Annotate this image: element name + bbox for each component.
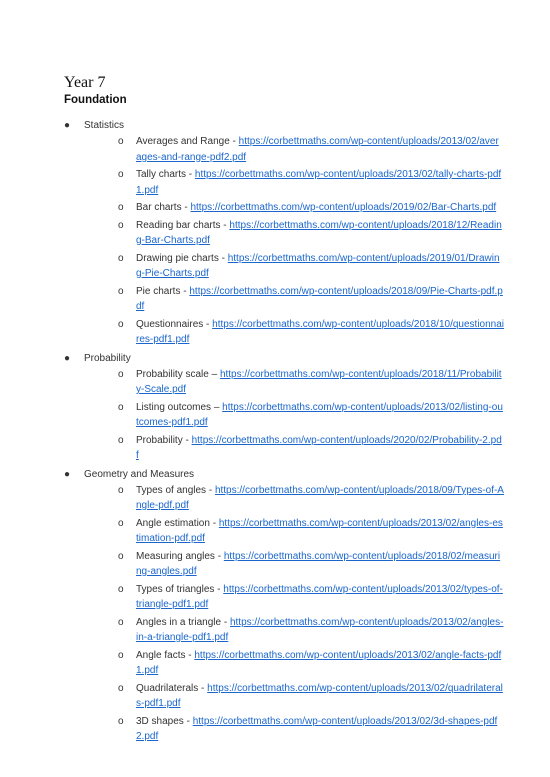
separator: - [214, 550, 224, 562]
separator: - [186, 169, 195, 180]
separator: - [220, 219, 230, 231]
circle-bullet-icon: o [118, 616, 124, 628]
list-item [64, 433, 504, 464]
list-item [64, 251, 504, 282]
list-item [64, 367, 504, 398]
circle-bullet-icon: o [118, 682, 124, 694]
resource-name: Probability scale [136, 368, 209, 380]
resource-name: Angles in a triangle [136, 616, 222, 628]
section-label: Geometry and Measures [84, 468, 195, 480]
resource-link[interactable]: https://corbettmaths.com/wp-content/uploads/2013/02/angles-estimation-pdf.pdf [136, 517, 503, 544]
resource-name: Types of triangles [136, 583, 215, 595]
page-title: Year 7 [64, 74, 106, 91]
circle-bullet-icon: o [118, 583, 124, 595]
circle-bullet-icon: o [118, 136, 124, 147]
resource-name: Reading bar charts [136, 219, 221, 231]
resource-link[interactable]: https://corbettmaths.com/wp-content/uploads/2019/02/Bar-Charts.pdf [190, 202, 497, 213]
circle-bullet-icon: o [118, 202, 124, 213]
resource-link[interactable]: https://corbettmaths.com/wp-content/uploads/2018/10/questionnaires-pdf1.pdf [136, 318, 505, 345]
resource-name: Angle facts [136, 649, 186, 661]
resource-name: 3D shapes [136, 715, 184, 727]
circle-bullet-icon: o [118, 252, 124, 264]
section-heading [64, 466, 504, 483]
circle-bullet-icon: o [118, 219, 124, 231]
list-item [64, 582, 504, 613]
section-heading [64, 117, 504, 134]
resource-link[interactable]: https://corbettmaths.com/wp-content/uploads/2013/02/tally-charts-pdf1.pdf [136, 169, 502, 196]
circle-bullet-icon: o [118, 649, 124, 661]
circle-bullet-icon: o [118, 550, 124, 562]
circle-bullet-icon: o [118, 434, 124, 446]
resource-link[interactable]: https://corbettmaths.com/wp-content/uploads/2019/01/Drawing-Pie-Charts.pdf [136, 252, 500, 279]
resource-name: Listing outcomes [136, 401, 212, 413]
resource-link[interactable]: https://corbettmaths.com/wp-content/uploads/2013/02/listing-outcomes-pdf1.pdf [136, 401, 503, 428]
list-item [64, 714, 504, 745]
list-item [64, 400, 504, 431]
bullet-icon: ● [64, 352, 71, 364]
list-item [64, 681, 504, 712]
section [64, 350, 504, 464]
list-item [64, 284, 504, 315]
section [64, 117, 504, 348]
circle-bullet-icon: o [118, 401, 124, 413]
section [64, 466, 504, 745]
resource-link[interactable]: https://corbettmaths.com/wp-content/uploads/2020/02/Probability-2.pdf [136, 434, 502, 461]
list-item [64, 200, 504, 216]
list-item [64, 549, 504, 580]
list-item [64, 648, 504, 679]
resource-link[interactable]: https://corbettmaths.com/wp-content/uploads/2018/12/Reading-Bar-Charts.pdf [136, 219, 502, 246]
circle-bullet-icon: o [118, 484, 124, 496]
list-item [64, 134, 504, 165]
resource-link[interactable]: https://corbettmaths.com/wp-content/uploads/2018/11/Probability-Scale.pdf [136, 368, 502, 395]
resource-name: Quadrilaterals [136, 682, 199, 694]
page-subtitle: Foundation [64, 94, 127, 106]
topic-list [64, 117, 504, 747]
list-item [64, 516, 504, 547]
circle-bullet-icon: o [118, 517, 124, 529]
resource-link[interactable]: https://corbettmaths.com/wp-content/uploads/2013/02/averages-and-range-pdf2.pdf [136, 136, 499, 163]
resource-link[interactable]: https://corbettmaths.com/wp-content/uploads/2013/02/3d-shapes-pdf2.pdf [136, 715, 498, 742]
separator: – [211, 401, 223, 413]
circle-bullet-icon: o [118, 715, 124, 727]
separator: - [182, 434, 192, 446]
separator: - [218, 252, 228, 264]
resource-link[interactable]: https://corbettmaths.com/wp-content/uploads/2013/02/types-of-triangle-pdf1.pdf [136, 583, 503, 610]
separator: - [185, 649, 195, 661]
resource-name: Measuring angles [136, 550, 215, 562]
resource-name: Angle estimation [136, 517, 210, 529]
separator: - [221, 616, 230, 628]
circle-bullet-icon: o [118, 169, 124, 180]
list-item [64, 218, 504, 249]
resource-name: Types of angles [136, 484, 207, 496]
separator: - [209, 517, 219, 529]
resource-list [64, 134, 504, 348]
circle-bullet-icon: o [118, 285, 124, 297]
resource-link[interactable]: https://corbettmaths.com/wp-content/uploads/2018/09/Pie-Charts-pdf.pdf [136, 285, 503, 312]
resource-name: Tally charts [136, 169, 187, 180]
separator: - [203, 318, 213, 330]
section-label: Statistics [84, 120, 125, 131]
resource-link[interactable]: https://corbettmaths.com/wp-content/uploads/2013/02/angles-in-a-triangle-pdf1.pdf [136, 616, 504, 643]
resource-name: Averages and Range [136, 136, 230, 147]
separator: - [198, 682, 208, 694]
circle-bullet-icon: o [118, 368, 124, 380]
resource-link[interactable]: https://corbettmaths.com/wp-content/uploads/2018/09/Types-of-Angle-pdf.pdf [136, 484, 504, 511]
resource-name: Pie charts [136, 285, 181, 297]
list-item [64, 483, 504, 514]
section-heading [64, 350, 504, 367]
list-item [64, 615, 504, 646]
circle-bullet-icon: o [118, 318, 124, 330]
bullet-icon: ● [64, 468, 71, 480]
section-label: Probability [84, 352, 131, 364]
resource-link[interactable]: https://corbettmaths.com/wp-content/uploads/2013/02/quadrilaterals-pdf1.pdf [136, 682, 503, 709]
separator: - [206, 484, 215, 496]
separator: - [214, 583, 224, 595]
list-item [64, 167, 504, 198]
resource-name: Questionnaires [136, 318, 204, 330]
separator: - [229, 136, 239, 147]
resource-link[interactable]: https://corbettmaths.com/wp-content/uploads/2018/02/measuring-angles.pdf [136, 550, 501, 577]
resource-name: Bar charts [136, 202, 182, 213]
bullet-icon: ● [64, 120, 71, 131]
separator: – [208, 368, 220, 380]
separator: - [180, 285, 190, 297]
resource-link[interactable]: https://corbettmaths.com/wp-content/uploads/2013/02/angle-facts-pdf1.pdf [136, 649, 502, 676]
resource-list [64, 483, 504, 745]
resource-list [64, 367, 504, 464]
separator: - [181, 202, 191, 213]
separator: - [183, 715, 193, 727]
list-item [64, 317, 504, 348]
resource-name: Probability [136, 434, 183, 446]
resource-name: Drawing pie charts [136, 252, 219, 264]
